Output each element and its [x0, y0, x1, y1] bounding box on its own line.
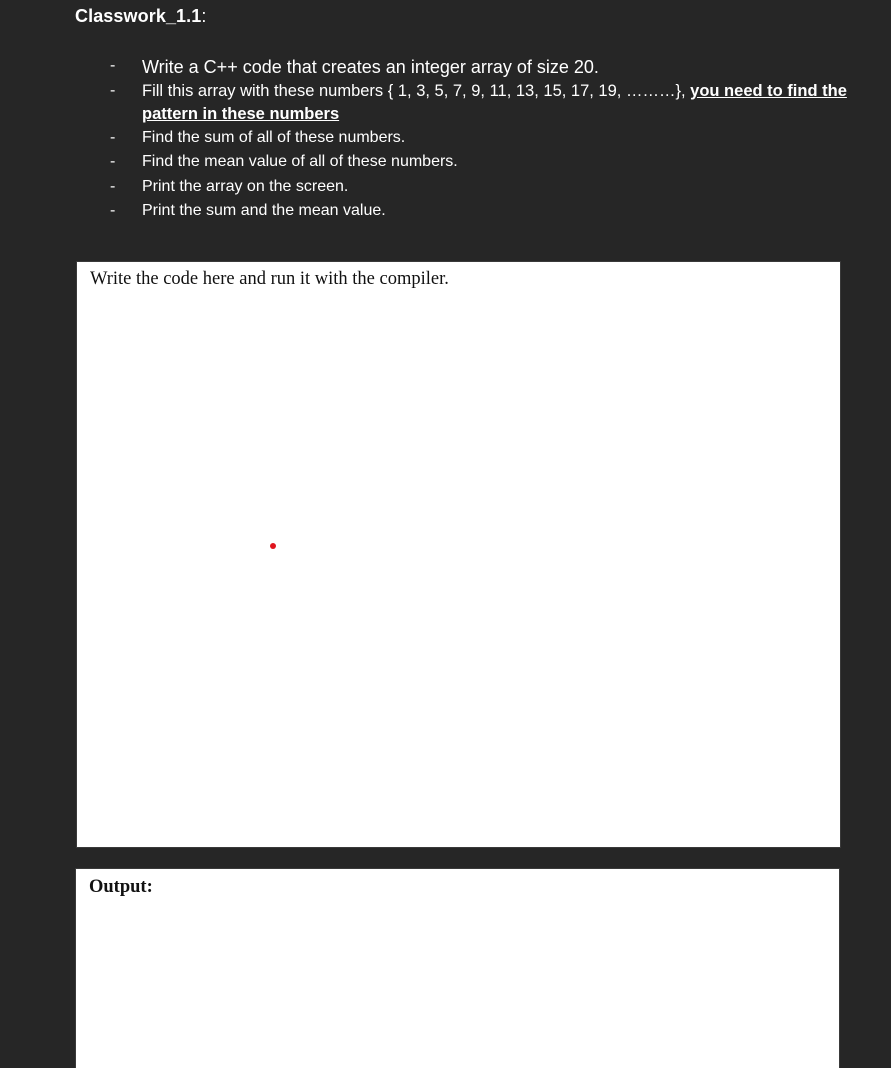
heading-colon: :: [201, 6, 207, 26]
task-text: Print the sum and the mean value.: [142, 202, 386, 219]
list-dash: -: [110, 178, 116, 195]
list-dash: -: [110, 57, 116, 74]
task-text: Write a C++ code that creates an integer array of size 20.: [142, 57, 599, 77]
task-text: Print the array on the screen.: [142, 178, 349, 195]
task-text-main: Fill this array with these numbers { 1, 3, 5, 7, 9, 11, 13, 15, 17, 19, ………},: [142, 82, 691, 100]
task-text: Find the mean value of all of these numbers.: [142, 153, 458, 170]
cursor-dot-icon: [270, 543, 276, 549]
task-emphasis: you need to find the: [690, 82, 847, 100]
classwork-title: Classwork_1.1: [75, 6, 202, 26]
list-dash: -: [110, 153, 116, 170]
classwork-heading: [75, 6, 207, 27]
output-box[interactable]: [75, 868, 840, 1068]
list-dash: -: [110, 202, 116, 219]
task-emphasis-continued: pattern in these numbers: [142, 105, 340, 123]
output-label: Output:: [89, 877, 153, 897]
task-text: Find the sum of all of these numbers.: [142, 129, 406, 146]
list-dash: -: [110, 82, 116, 99]
code-prompt: Write the code here and run it with the compiler.: [90, 269, 449, 289]
code-box[interactable]: [76, 261, 841, 848]
list-dash: -: [110, 129, 116, 146]
task-text: [142, 80, 854, 126]
